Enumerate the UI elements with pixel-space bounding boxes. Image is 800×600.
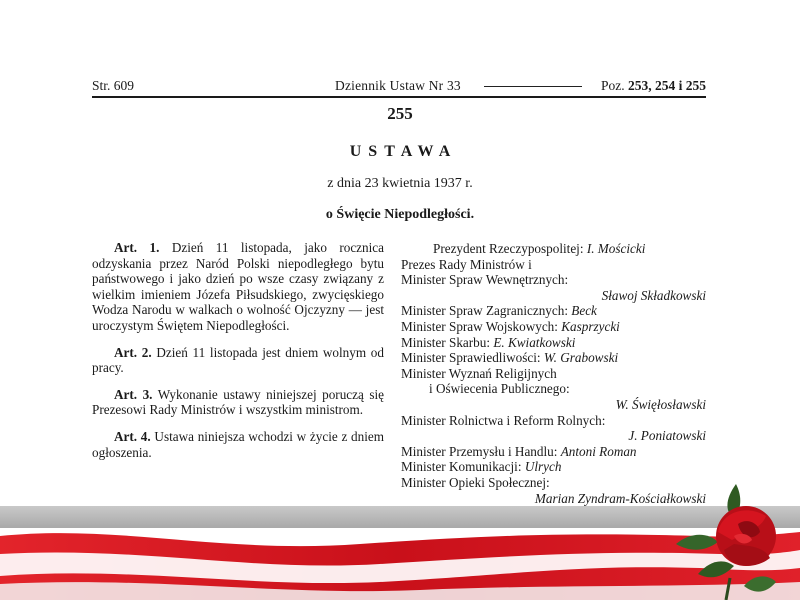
signatory-industry bbox=[401, 444, 706, 460]
document-subject: o Święcie Niepodległości. bbox=[325, 207, 475, 222]
rose-stem bbox=[726, 578, 730, 600]
signatory-title: Minister Rolnictwa i Reform Rolnych: bbox=[401, 412, 606, 428]
signatory-title: Minister Spraw Zagranicznych: bbox=[401, 303, 568, 319]
signatory-name: Kasprzycki bbox=[561, 318, 620, 334]
document-type: USTAWA bbox=[349, 143, 458, 160]
article-text: Wykonanie ustawy niniejszej poruczą się Prezesowi Rady Ministrów i wszystkim ministrom. bbox=[92, 386, 384, 418]
header-dash bbox=[484, 86, 582, 87]
rose-icon bbox=[668, 474, 800, 600]
signatory-name: Beck bbox=[571, 303, 597, 319]
signatory-title: Minister Sprawiedliwości: bbox=[401, 350, 541, 366]
positions bbox=[601, 78, 706, 94]
positions-numbers: 253, 254 i 255 bbox=[627, 78, 706, 93]
signatory-title: Minister Spraw Wojskowych: bbox=[401, 318, 558, 334]
document-date: z dnia 23 kwietnia 1937 r. bbox=[327, 176, 473, 191]
signatory-name: Antoni Roman bbox=[560, 443, 637, 459]
article bbox=[92, 345, 384, 376]
article bbox=[92, 240, 384, 334]
signatory-name: Ulrych bbox=[524, 459, 562, 475]
signatory-title: Minister Przemysłu i Handlu: bbox=[401, 443, 558, 459]
articles-column bbox=[92, 240, 384, 471]
article-text: Dzień 11 listopada jest dniem wolnym od pracy. bbox=[92, 344, 384, 376]
signatory-comm bbox=[401, 459, 706, 475]
article-label: Art. 2. bbox=[114, 344, 152, 360]
signatory-title: Minister Komunikacji: bbox=[401, 459, 522, 475]
document-number: 255 bbox=[387, 104, 413, 123]
signatory-justice bbox=[401, 350, 706, 366]
signatory-president bbox=[401, 241, 706, 257]
rose-leaf bbox=[744, 576, 776, 591]
signatory-foreign bbox=[401, 303, 706, 319]
signatory-title: Minister Spraw Wewnętrznych: bbox=[401, 272, 569, 288]
signatory-name: Sławoj Składkowski bbox=[601, 287, 706, 303]
article-text: Ustawa niniejsza wchodzi w życie z dniem ogłoszenia. bbox=[92, 428, 384, 460]
signatory-title: Minister Skarbu: bbox=[401, 334, 491, 350]
signatory-name: E. Kwiatkowski bbox=[493, 334, 576, 350]
header-rule bbox=[92, 96, 706, 98]
article-label: Art. 4. bbox=[114, 428, 151, 444]
article bbox=[92, 429, 384, 460]
signatory-name: W. Grabowski bbox=[543, 350, 619, 366]
positions-prefix: Poz. bbox=[600, 78, 625, 93]
page-number: Str. 609 bbox=[92, 78, 135, 93]
page-header bbox=[92, 75, 706, 97]
signatory-title: Prezydent Rzeczypospolitej: bbox=[433, 241, 584, 256]
signatory-title: Minister Wyznań Religijnych bbox=[401, 365, 557, 381]
journal-title: Dziennik Ustaw Nr 33 bbox=[335, 78, 461, 93]
rose-leaf bbox=[698, 561, 734, 577]
article bbox=[92, 387, 384, 418]
signatory-name: W. Święłosławski bbox=[615, 396, 706, 412]
signatory-title: i Oświecenia Publicznego: bbox=[429, 381, 570, 397]
signatory-military bbox=[401, 319, 706, 335]
article-text: Dzień 11 listopada, jako rocznica odzyskania przez Naród Polski niepodległego bytu państwowego i jako dzień po wsze czasy związany z wielkim imieniem Józefa Piłsudskiego, zwycięskiego Wodza Narodu w walkach o wolność Ojczyzny — jest uroczystym Świętem Niepodległości. bbox=[92, 240, 384, 333]
signatory-name: J. Poniatowski bbox=[628, 428, 706, 444]
signatory-name: I. Mościcki bbox=[586, 241, 646, 256]
rose-leaf bbox=[676, 535, 718, 550]
signatory-treasury bbox=[401, 335, 706, 351]
signatory-title: Minister Opieki Społecznej: bbox=[401, 474, 550, 490]
article-label: Art. 1. bbox=[114, 240, 160, 255]
signatory-name: Marian Zyndram-Kościałkowski bbox=[534, 490, 706, 506]
article-label: Art. 3. bbox=[114, 386, 153, 402]
signatories-column bbox=[401, 241, 706, 522]
signatory-title: Prezes Rady Ministrów i bbox=[401, 256, 532, 272]
